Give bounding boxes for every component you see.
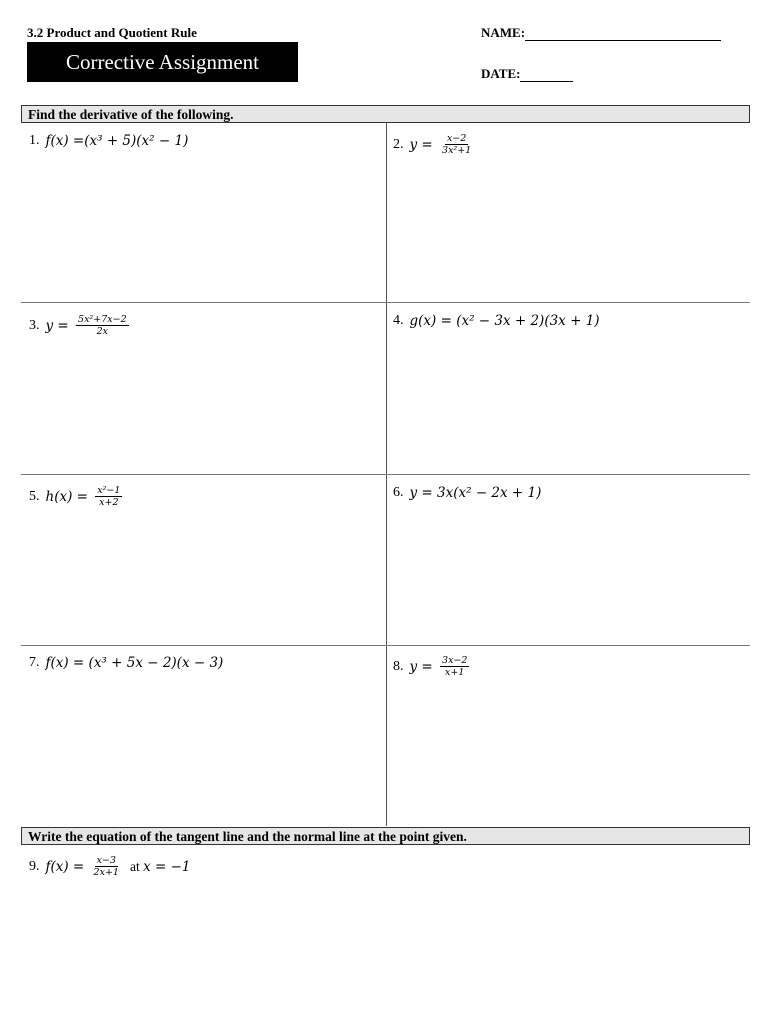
problem-2: 2. y = $\frac{x-2}{\text{3x²+1}}$ — [393, 133, 472, 156]
fraction: $\frac{\text{5x²+7x−2}}{2x}$ — [78, 314, 127, 337]
problem-5: 5. h(x) = $\frac{\text{x²−1}}{x+2}$ — [29, 485, 121, 508]
fraction: $\frac{x-3}{2x+1}$ — [93, 855, 119, 878]
problem-3: 3. y = $\frac{\text{5x²+7x−2}}{2x}$ — [29, 314, 127, 337]
fraction: $\frac{3x-2}{x+1}$ — [442, 655, 468, 678]
date-blank[interactable] — [520, 69, 573, 82]
problem-8: 8. y = $\frac{3x-2}{x+1}$ — [393, 655, 468, 678]
problem-4: 4. g(x) = (x² − 3x + 2)(3x + 1) — [393, 313, 600, 329]
grid-divider-row-1 — [21, 302, 750, 303]
assignment-title: Corrective Assignment — [65, 49, 260, 74]
problem-7: 7. f(x) = (x³ + 5x − 2)(x − 3) — [29, 655, 224, 671]
section-instruction-derivatives: Find the derivative of the following. — [21, 105, 750, 123]
date-label: DATE: — [481, 66, 521, 81]
fraction: $\frac{\text{x²−1}}{x+2}$ — [97, 485, 121, 508]
date-field[interactable] — [481, 66, 573, 82]
assignment-title-box — [27, 42, 298, 82]
section-instruction-tangent: Write the equation of the tangent line and the normal line at the point given. — [21, 827, 750, 845]
problem-1: 1. f(x) = (x³ + 5)(x² − 1) — [29, 133, 189, 149]
grid-divider-row-2 — [21, 474, 750, 475]
problem-6: 6. y = 3x(x² − 2x + 1) — [393, 485, 542, 501]
name-field[interactable] — [481, 25, 721, 41]
section-title: 3.2 Product and Quotient Rule — [27, 25, 197, 40]
grid-divider-row-3 — [21, 645, 750, 646]
name-blank[interactable] — [525, 28, 721, 41]
name-label: NAME: — [481, 25, 526, 40]
problem-9: 9. f(x) = $\frac{x-3}{2x+1}$ at x = −1 — [29, 855, 191, 878]
fraction: $\frac{x-2}{\text{3x²+1}}$ — [442, 133, 472, 156]
